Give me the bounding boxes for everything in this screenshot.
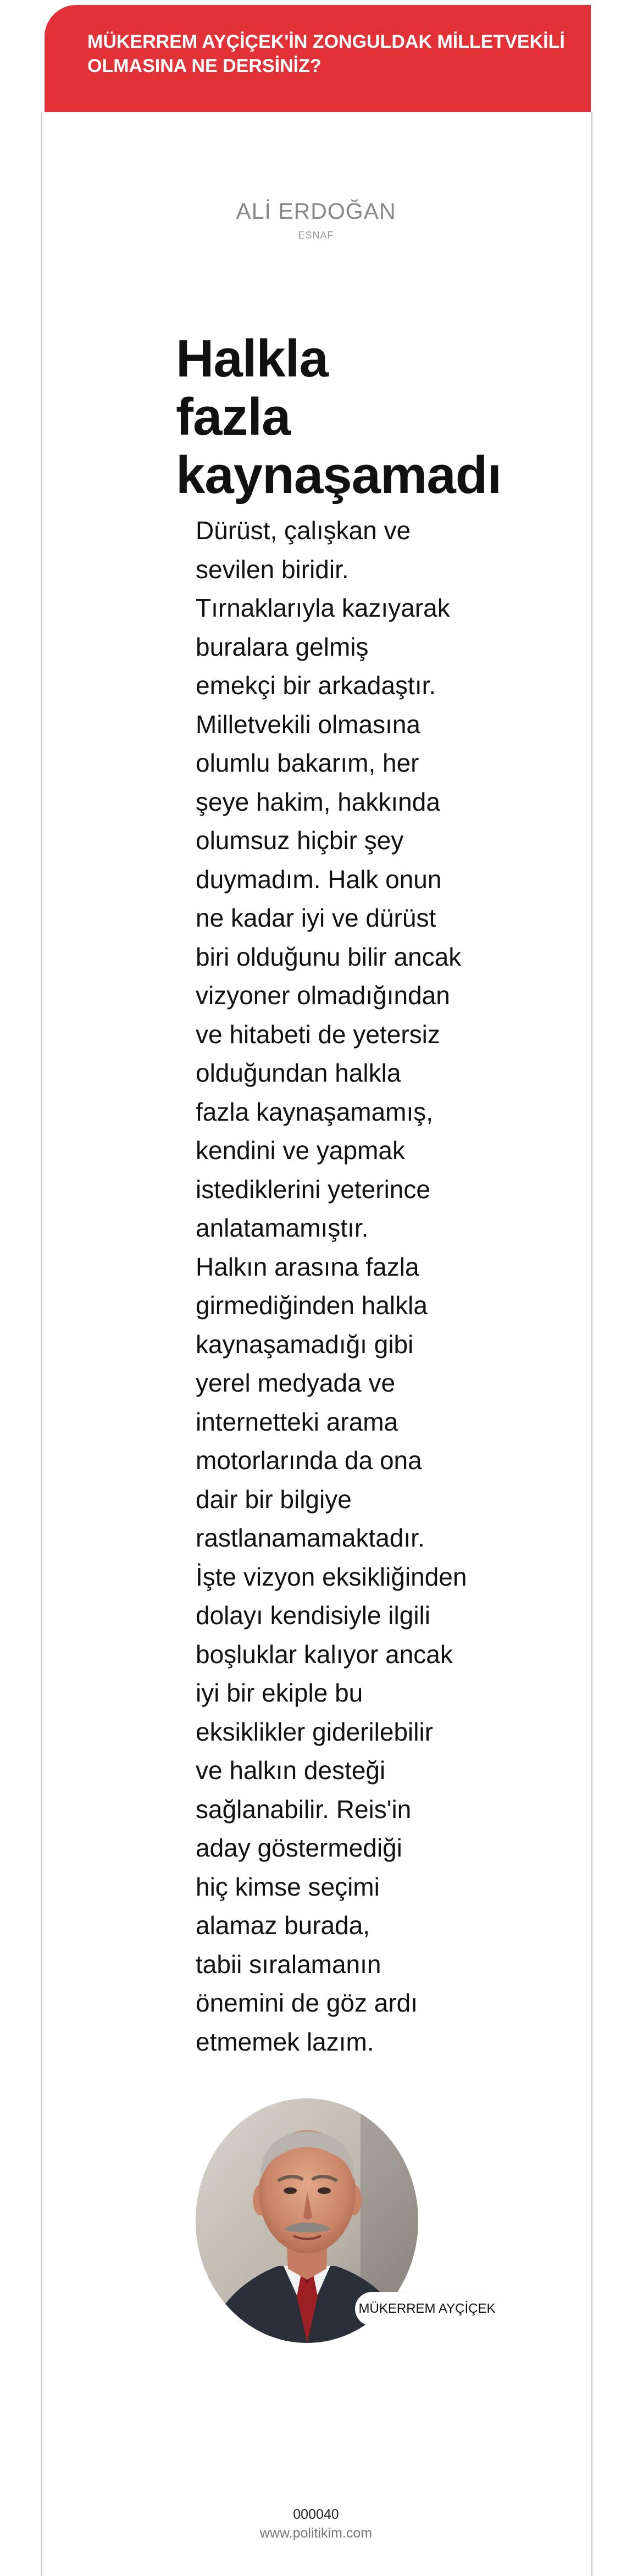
body-line: kendini ve yapmak: [196, 1136, 405, 1165]
body-line: hiç kimse seçimi: [196, 1872, 380, 1901]
body-line: ve hitabeti de yetersiz: [196, 1020, 440, 1049]
body-line: dair bir bilgiye: [196, 1484, 352, 1514]
headline-line: fazla: [176, 387, 291, 446]
body-line: iyi bir ekiple bu: [196, 1678, 363, 1707]
body-line: ve halkın desteği: [196, 1756, 386, 1785]
body-line: girmediğinden halkla: [196, 1291, 428, 1320]
portrait-caption: [355, 2292, 499, 2326]
author-name: ALİ ERDOĞAN: [236, 198, 396, 224]
body-line: fazla kaynaşamamış,: [196, 1097, 434, 1126]
page-footer: [0, 2505, 632, 2542]
headline-line: kaynaşamadı: [176, 446, 502, 505]
body-line: istediklerini yeterince: [196, 1175, 430, 1204]
body-line: sevilen biridir.: [196, 555, 349, 584]
body-line: şeye hakim, hakkında: [196, 787, 440, 816]
body-line: tabii sıralamanın: [196, 1949, 381, 1979]
body-line: internetteki arama: [196, 1407, 398, 1436]
body-line: dolayı kendisiyle ilgili: [196, 1601, 430, 1630]
body-line: vizyoner olmadığından: [196, 981, 450, 1010]
banner-title: MÜKERREM AYÇİÇEK'İN ZONGULDAK MİLLETVEKİLİ OLMASINA NE DERSİNİZ?: [87, 31, 565, 76]
body-line: olduğundan halkla: [196, 1059, 401, 1087]
author-role: ESNAF: [298, 230, 334, 241]
body-line: rastlanamamaktadır.: [196, 1524, 425, 1552]
body-line: Halkın arasına fazla: [196, 1252, 419, 1281]
body-line: biri olduğunu bilir ancak: [196, 942, 462, 971]
body-line: olumlu bakarım, her: [196, 749, 419, 777]
frame-left-border: [41, 112, 42, 2576]
body-line: kaynaşamadığı gibi: [196, 1329, 414, 1359]
frame-right-border: [591, 112, 592, 2576]
article-body: [196, 511, 470, 2061]
body-line: motorlarında da ona: [196, 1446, 422, 1475]
body-line: boşluklar kalıyor ancak: [196, 1639, 453, 1669]
body-line: anlatamamıştır.: [196, 1214, 369, 1242]
body-line: alamaz burada,: [196, 1911, 370, 1940]
body-line: eksiklikler giderilebilir: [196, 1717, 434, 1746]
headline-line: Halkla: [176, 329, 328, 388]
body-line: Dürüst, çalışkan ve: [196, 516, 411, 545]
body-line: emekçi bir arkadaştır.: [196, 671, 436, 700]
portrait-caption-text: MÜKERREM AYÇİÇEK: [358, 2301, 496, 2316]
body-line: buralara gelmiş: [196, 632, 369, 661]
body-line: sağlanabilir. Reis'in: [196, 1794, 412, 1824]
footer-code: 000040: [293, 2507, 339, 2522]
header-banner: [45, 5, 591, 112]
body-line: etmemek lazım.: [196, 2027, 374, 2056]
body-line: ne kadar iyi ve dürüst: [196, 904, 436, 932]
body-line: Milletvekili olmasına: [196, 710, 421, 739]
article-headline: [176, 330, 517, 505]
body-line: olumsuz hiçbir şey: [196, 826, 404, 855]
body-line: İşte vizyon eksikliğinden: [196, 1562, 467, 1591]
body-line: Tırnaklarıyla kazıyarak: [196, 594, 450, 622]
body-line: duymadım. Halk onun: [196, 865, 442, 894]
body-line: yerel medyada ve: [196, 1369, 396, 1397]
body-line: önemini de göz ardı: [196, 1988, 418, 2017]
footer-url[interactable]: www.politikim.com: [259, 2525, 373, 2541]
author-block: [0, 198, 632, 241]
body-line: aday göstermediği: [196, 1833, 402, 1862]
